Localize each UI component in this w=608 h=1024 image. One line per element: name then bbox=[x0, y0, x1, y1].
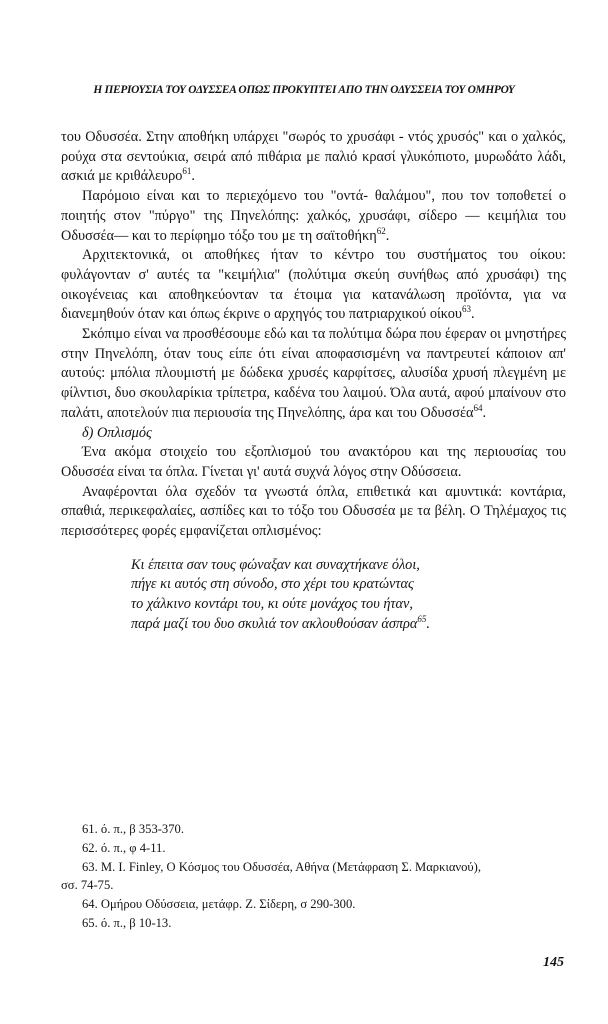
footnote: 63. M. I. Finley, Ο Κόσμος του Οδυσσέα, Αθήνα (Μετάφραση Σ. Μαρκιανού), bbox=[82, 859, 481, 874]
paragraph: Παρόμοιο είναι και το περιεχόμενο του "οντά- θαλάμου", που τον τοποθετεί ο ποιητής στον "πύργο" της Πηνελόπης: χαλκός, χρυσάφι, σίδερο — κειμήλια του Οδυσσέα— και το περίφημο τόξο του με τη σαϊτοθήκη$^{62}$. bbox=[61, 188, 566, 244]
footnote-ref: 61 bbox=[182, 166, 192, 177]
verse-line: Κι έπειτα σαν τους φώναξαν και συναχτήκανε όλοι, bbox=[131, 556, 420, 573]
footnotes bbox=[61, 820, 566, 933]
footnote-ref: 63 bbox=[461, 304, 471, 315]
footnote-ref: 62 bbox=[376, 225, 386, 236]
verse-line: πήγε κι αυτός στη σύνοδο, στο χέρι του κρατώντας bbox=[131, 576, 414, 593]
main-text bbox=[61, 128, 566, 635]
footnote: 61. ό. π., β 353-370. bbox=[82, 822, 184, 836]
paragraph: Αρχιτεκτονικά, οι αποθήκες ήταν το κέντρο του συστήματος του οίκου: φυλάγονταν σ' αυτές τα "κειμήλια" (πολύτιμα σκεύη συνήθως από χρυσάφι) της οικογένειας και αποθηκεύονταν τα έτοιμα για κατανάλωση προϊόντα, για να διανεμηθούν όταν και όπως έκρινε ο αρχηγός του πατριαρχικού οίκου$^{63}$. bbox=[61, 247, 566, 323]
verse-line: το χάλκινο κοντάρι του, κι ούτε μονάχος του ήταν, bbox=[131, 596, 413, 613]
footnote: 65. ό. π., β 10-13. bbox=[82, 915, 172, 930]
page-number: 145 bbox=[543, 955, 564, 970]
footnote: 62. ό. π., φ 4-11. bbox=[82, 840, 166, 855]
paragraph: Αναφέρονται όλα σχεδόν τα γνωστά όπλα, επιθετικά και αμυντικά: κοντάρια, σπαθιά, περικεφαλαίες, ασπίδες και το τόξο του Οδυσσέα με τα βέλη. Ο Τηλέμαχος τις περισσότερες φορές εμφανίζεται οπλισμένος: bbox=[61, 483, 566, 540]
running-header: Η ΠΕΡΙΟΥΣΙΑ ΤΟΥ ΟΔΥΣΣΕΑ ΟΠΩΣ ΠΡΟΚΥΠΤΕΙ ΑΠΟ ΤΗΝ ΟΔΥΣΣΕΙΑ ΤΟΥ ΟΜΗΡΟΥ bbox=[93, 84, 515, 96]
paragraph: Σκόπιμο είναι να προσθέσουμε εδώ και τα πολύτιμα δώρα που έφεραν οι μνηστήρες στην Πηνελόπη, όταν τους είπε ότι είναι αποφασισμένη να παντρευτεί κάποιον απ' αυτούς: μπόλια πλουμιστή με δώδεκα χρυσές καρφίτσες, αλυσίδα χρυσή πλεγμένη με φίλντισι, δυο σκουλαρίκια τρίπετρα, καδένα του λαιμού. Όλα αυτά, αφού μπαίνουν στο παλάτι, αποτελούν πια περιουσία της Πηνελόπης, άρα και του Οδυσσέα$^{64}$. bbox=[61, 326, 566, 421]
paragraph: Ένα ακόμα στοιχείο του εξοπλισμού του ανακτόρου και της περιουσίας του Οδυσσέα είναι τα όπλα. Γίνεται γι' αυτά συχνά λόγος στην Οδύσσεια. bbox=[61, 444, 566, 480]
verse-line: παρά μαζί του δυο σκυλιά τον ακλουθούσαν άσπρα$^{65}$. bbox=[131, 614, 430, 632]
paragraph: του Οδυσσέα. Στην αποθήκη υπάρχει "σωρός το χρυσάφι - ντός χρυσός" και ο χαλκός, ρούχα στα σεντούκια, σειρά από πιθάρια με παλιό κρασί γλυκόπιοτο, μυρωδάτο λάδι, ασκιά με κριθάλευρο$^{61}$. bbox=[61, 129, 566, 185]
verse-quote bbox=[131, 556, 566, 635]
footnote: 64. Ομήρου Οδύσσεια, μετάφρ. Ζ. Σίδερη, σ 290-300. bbox=[82, 897, 356, 912]
footnote-ref: 64 bbox=[473, 403, 483, 414]
section-subheading: δ) Οπλισμός bbox=[82, 424, 152, 441]
footnote-ref: 65 bbox=[417, 614, 427, 625]
footnote-continuation: σσ. 74-75. bbox=[61, 878, 114, 893]
